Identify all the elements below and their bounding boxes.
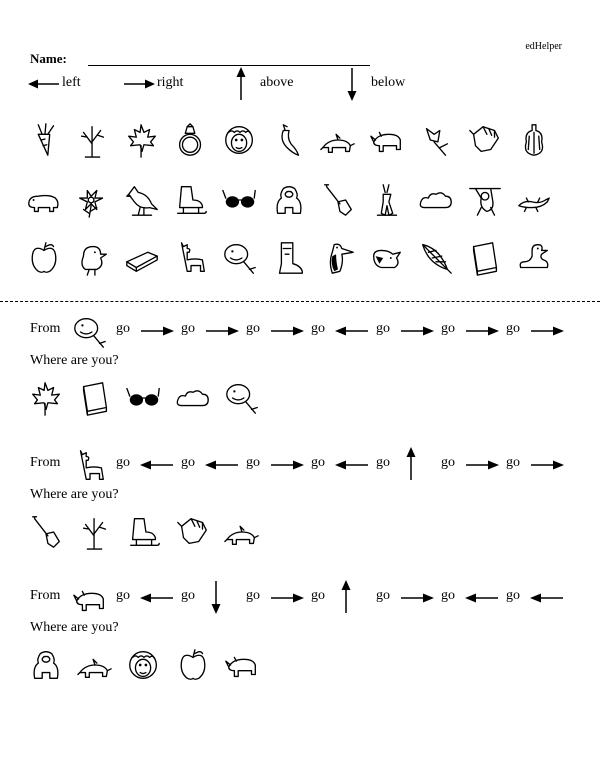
right-arrow-icon — [400, 592, 434, 604]
move-arrow — [205, 458, 239, 476]
daffodil-icon — [74, 180, 112, 220]
sheep-face-icon — [221, 120, 259, 160]
squash-icon — [515, 120, 553, 160]
grid-cell — [122, 178, 162, 222]
move-arrow — [400, 591, 434, 609]
grid-cell — [416, 178, 456, 222]
move-arrow — [205, 324, 239, 342]
go-label: go — [181, 455, 195, 470]
grid-cell — [318, 118, 358, 162]
chick-icon — [74, 238, 112, 278]
answer-choice[interactable] — [75, 510, 115, 554]
move-arrow — [465, 324, 499, 342]
move-arrow — [530, 324, 564, 342]
grid-cell — [465, 118, 505, 162]
bare-tree-icon — [76, 512, 114, 552]
answer-choice[interactable] — [75, 376, 115, 420]
grid-cell — [269, 236, 309, 280]
maple-leaf-icon — [27, 378, 65, 418]
move-arrow — [530, 458, 564, 476]
move-arrow — [140, 591, 174, 609]
right-arrow-icon — [270, 325, 304, 337]
rhino-icon — [223, 645, 261, 685]
grid-cell — [122, 236, 162, 280]
grid-cell — [73, 118, 113, 162]
go-label: go — [311, 321, 325, 336]
fish-magnifier-icon — [71, 312, 109, 352]
cloud-icon — [417, 180, 455, 220]
rhino-icon — [368, 120, 406, 160]
cowboy-boot-icon — [270, 238, 308, 278]
answer-choice[interactable] — [75, 643, 115, 687]
go-label: go — [376, 455, 390, 470]
go-label: go — [506, 321, 520, 336]
name-label: Name: — [30, 51, 67, 66]
ice-skate-icon — [172, 180, 210, 220]
left-arrow-icon — [205, 459, 239, 471]
legend-below-label: below — [371, 75, 406, 90]
move-arrow — [400, 324, 434, 342]
llama-icon — [172, 238, 210, 278]
grid-cell — [24, 178, 64, 222]
lizard-icon — [515, 180, 553, 220]
book-icon — [466, 238, 504, 278]
grid-cell — [318, 178, 358, 222]
cloud-icon — [174, 378, 212, 418]
sheep-face-icon — [125, 645, 163, 685]
down-arrow-icon — [346, 67, 358, 101]
move-arrow — [270, 324, 304, 342]
right-arrow-icon — [530, 325, 564, 337]
ice-skate-icon — [125, 512, 163, 552]
gorilla-icon — [27, 645, 65, 685]
left-arrow-icon — [530, 592, 564, 604]
duck-icon — [515, 238, 553, 278]
grid-cell — [122, 118, 162, 162]
answer-choice[interactable] — [222, 510, 262, 554]
go-label: go — [246, 455, 260, 470]
start-picture — [70, 579, 110, 619]
fish-magnifier-icon — [223, 378, 261, 418]
answer-choice[interactable] — [222, 643, 262, 687]
move-arrow — [140, 324, 174, 342]
carrot-icon — [25, 120, 63, 160]
go-label: go — [441, 321, 455, 336]
sunglasses-icon — [125, 378, 163, 418]
grid-cell — [24, 236, 64, 280]
feather-icon — [417, 238, 455, 278]
from-label: From — [30, 455, 61, 470]
tulip-icon — [417, 120, 455, 160]
right-arrow-icon — [465, 325, 499, 337]
left-arrow-icon — [140, 592, 174, 604]
grid-cell — [269, 178, 309, 222]
go-label: go — [116, 455, 130, 470]
apple-icon — [174, 645, 212, 685]
from-label: From — [30, 321, 61, 336]
left-arrow-icon — [335, 325, 369, 337]
grid-cell — [416, 236, 456, 280]
llama-icon — [71, 446, 109, 486]
grid-cell — [73, 236, 113, 280]
go-label: go — [246, 588, 260, 603]
grid-cell — [465, 178, 505, 222]
answer-choice[interactable] — [26, 643, 66, 687]
grid-cell — [171, 178, 211, 222]
fish-magnifier-icon — [221, 238, 259, 278]
chili-pepper-icon — [270, 120, 308, 160]
move-arrow — [530, 591, 564, 609]
ring-icon — [172, 120, 210, 160]
answer-choice[interactable] — [26, 376, 66, 420]
move-arrow — [335, 458, 369, 476]
grid-cell — [220, 178, 260, 222]
answer-choice[interactable] — [222, 376, 262, 420]
name-input-line[interactable] — [88, 65, 370, 66]
down-arrow-icon — [210, 580, 222, 614]
go-label: go — [506, 588, 520, 603]
answer-choice[interactable] — [173, 643, 213, 687]
question-label: Where are you? — [30, 353, 119, 368]
go-label: go — [311, 455, 325, 470]
grid-cell — [269, 118, 309, 162]
go-label: go — [181, 321, 195, 336]
grid-cell — [367, 236, 407, 280]
move-arrow — [405, 447, 417, 486]
answer-choice[interactable] — [124, 643, 164, 687]
aardvark-icon — [76, 645, 114, 685]
up-arrow-icon — [340, 580, 352, 614]
shovel-icon — [319, 180, 357, 220]
left-arrow-icon — [335, 459, 369, 471]
go-label: go — [311, 588, 325, 603]
answer-choice[interactable] — [26, 510, 66, 554]
right-arrow-icon — [530, 459, 564, 471]
shovel-icon — [27, 512, 65, 552]
brand-label: edHelper — [525, 41, 562, 52]
right-arrow-icon — [465, 459, 499, 471]
grid-cell — [220, 118, 260, 162]
book-icon — [76, 378, 114, 418]
from-label: From — [30, 588, 61, 603]
go-label: go — [441, 588, 455, 603]
move-arrow — [340, 580, 352, 619]
answer-choice[interactable] — [173, 376, 213, 420]
sloth-icon — [466, 180, 504, 220]
glove-icon — [174, 512, 212, 552]
grid-cell — [73, 178, 113, 222]
move-arrow — [465, 591, 499, 609]
answer-choice[interactable] — [124, 376, 164, 420]
go-label: go — [441, 455, 455, 470]
cardinal-bird-icon — [123, 180, 161, 220]
hippo-icon — [25, 180, 63, 220]
right-arrow-icon — [400, 325, 434, 337]
go-label: go — [376, 321, 390, 336]
answer-choice[interactable] — [124, 510, 164, 554]
eraser-icon — [123, 238, 161, 278]
rabbit-icon — [368, 238, 406, 278]
legend-left-label: left — [62, 75, 81, 90]
gorilla-icon — [270, 180, 308, 220]
apple-icon — [25, 238, 63, 278]
left-arrow-icon — [140, 459, 174, 471]
grid-cell — [514, 236, 554, 280]
question-label: Where are you? — [30, 487, 119, 502]
go-label: go — [376, 588, 390, 603]
go-label: go — [116, 321, 130, 336]
grid-cell — [318, 236, 358, 280]
antelope-icon — [368, 180, 406, 220]
grid-cell — [465, 236, 505, 280]
left-arrow-icon — [465, 592, 499, 604]
grid-cell — [367, 178, 407, 222]
maple-leaf-icon — [123, 120, 161, 160]
right-arrow-icon — [270, 459, 304, 471]
grid-cell — [514, 178, 554, 222]
move-arrow — [335, 324, 369, 342]
legend-above-label: above — [260, 75, 294, 90]
grid-cell — [171, 118, 211, 162]
sunglasses-icon — [221, 180, 259, 220]
start-picture — [70, 446, 110, 486]
left-arrow-icon — [28, 78, 60, 90]
up-arrow-icon — [235, 67, 247, 101]
grid-cell — [367, 118, 407, 162]
go-label: go — [246, 321, 260, 336]
go-label: go — [116, 588, 130, 603]
go-label: go — [506, 455, 520, 470]
right-arrow-icon — [205, 325, 239, 337]
up-arrow-icon — [405, 447, 417, 481]
move-arrow — [270, 458, 304, 476]
go-label: go — [181, 588, 195, 603]
dashed-divider — [0, 301, 600, 302]
move-arrow — [465, 458, 499, 476]
rhino-icon — [71, 579, 109, 619]
answer-choice[interactable] — [173, 510, 213, 554]
move-arrow — [270, 591, 304, 609]
move-arrow — [210, 580, 222, 619]
grid-cell — [24, 118, 64, 162]
aardvark-icon — [319, 120, 357, 160]
toucan-icon — [319, 238, 357, 278]
right-arrow-icon — [270, 592, 304, 604]
bare-tree-icon — [74, 120, 112, 160]
aardvark-icon — [223, 512, 261, 552]
legend-right-label: right — [157, 75, 184, 90]
grid-cell — [416, 118, 456, 162]
glove-icon — [466, 120, 504, 160]
grid-cell — [514, 118, 554, 162]
grid-cell — [220, 236, 260, 280]
right-arrow-icon — [140, 325, 174, 337]
grid-cell — [171, 236, 211, 280]
question-label: Where are you? — [30, 620, 119, 635]
right-arrow-icon — [123, 78, 155, 90]
move-arrow — [140, 458, 174, 476]
start-picture — [70, 312, 110, 352]
